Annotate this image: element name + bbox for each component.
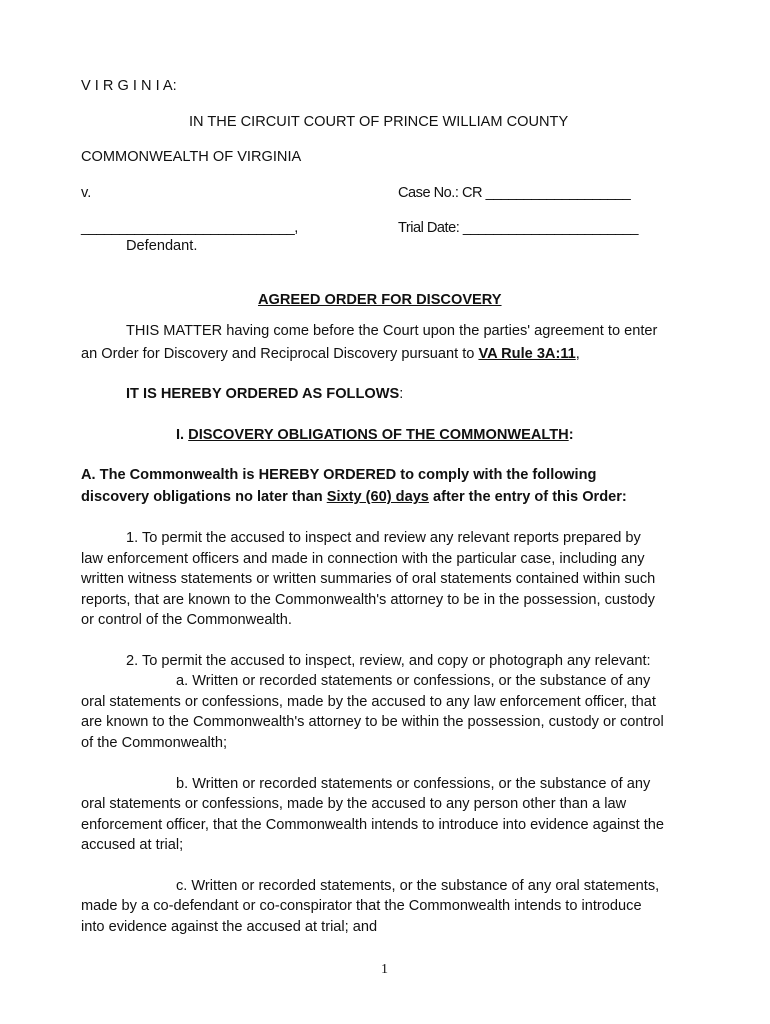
section-1-heading xyxy=(176,425,574,446)
item-2-intro: 2. To permit the accused to inspect, review, and copy or photograph any relevant: xyxy=(126,653,651,669)
defendant-label: Defendant. xyxy=(126,238,198,254)
item-1-line: law enforcement officers and made in connection with the particular case, including any xyxy=(81,551,645,567)
intro-line-2-text: an Order for Discovery and Reciprocal Discovery pursuant to xyxy=(81,346,479,362)
case-number-field: Case No.: CR ___________________ xyxy=(398,185,631,201)
item-2a-line: oral statements or confessions, made by the accused to any law enforcement officer, that xyxy=(81,694,656,710)
rule-reference: VA Rule 3A:11 xyxy=(478,346,576,362)
item-2c-line: c. Written or recorded statements, or the substance of any oral statements, xyxy=(176,878,660,894)
versus-label: v. xyxy=(81,185,92,201)
item-2b-line: b. Written or recorded statements or confessions, or the substance of any xyxy=(176,776,651,792)
ordered-text: IT IS HEREBY ORDERED AS FOLLOWS xyxy=(126,386,400,402)
deadline-days: Sixty (60) days xyxy=(326,489,429,505)
item-2b-line: accused at trial; xyxy=(81,837,184,853)
item-1-line: or control of the Commonwealth. xyxy=(81,612,292,628)
item-2b-line: enforcement officer, that the Commonwealth intends to introduce into evidence against the xyxy=(81,817,665,833)
document-title: AGREED ORDER FOR DISCOVERY xyxy=(258,292,502,308)
section-a-line-2-text: discovery obligations no later than xyxy=(81,489,327,505)
item-1-line: reports, that are known to the Commonwealth's attorney to be in the possession, custody xyxy=(81,592,655,608)
item-1-line: 1. To permit the accused to inspect and review any relevant reports prepared by xyxy=(126,530,641,546)
item-2a-line: a. Written or recorded statements or confessions, or the substance of any xyxy=(176,673,651,689)
section-a-line-2 xyxy=(81,487,627,508)
ordered-colon: : xyxy=(399,386,404,402)
item-2a-line: of the Commonwealth; xyxy=(81,735,228,751)
trial-date-field: Trial Date: _______________________ xyxy=(398,220,638,236)
defendant-name-blank: ____________________________, xyxy=(81,220,298,236)
item-2a-line: are known to the Commonwealth's attorney to be within the possession, custody or control xyxy=(81,714,664,730)
item-2c-line: into evidence against the accused at trial; and xyxy=(81,919,378,935)
section-a-line-1: A. The Commonwealth is HEREBY ORDERED to comply with the following xyxy=(81,467,597,483)
plaintiff-name: COMMONWEALTH OF VIRGINIA xyxy=(81,149,302,165)
intro-line-1: THIS MATTER having come before the Court upon the parties' agreement to enter xyxy=(126,323,658,339)
section-1-number: I. xyxy=(176,427,189,443)
item-2b-line: oral statements or confessions, made by the accused to any person other than a law xyxy=(81,796,627,812)
intro-line-2 xyxy=(81,344,580,365)
item-1-line: written witness statements or written summaries of oral statements contained within such xyxy=(81,571,656,587)
court-heading: IN THE CIRCUIT COURT OF PRINCE WILLIAM COUNTY xyxy=(189,114,569,130)
page-number: 1 xyxy=(381,962,388,977)
section-1-colon: : xyxy=(568,427,574,443)
state-heading: V I R G I N I A: xyxy=(81,78,177,94)
ordered-heading xyxy=(126,384,403,405)
intro-line-2-end: , xyxy=(575,346,580,362)
section-1-title: DISCOVERY OBLIGATIONS OF THE COMMONWEALTH xyxy=(188,427,569,443)
section-a-line-2-end: after the entry of this Order: xyxy=(428,489,627,505)
item-2c-line: made by a co-defendant or co-conspirator that the Commonwealth intends to introduce xyxy=(81,898,642,914)
